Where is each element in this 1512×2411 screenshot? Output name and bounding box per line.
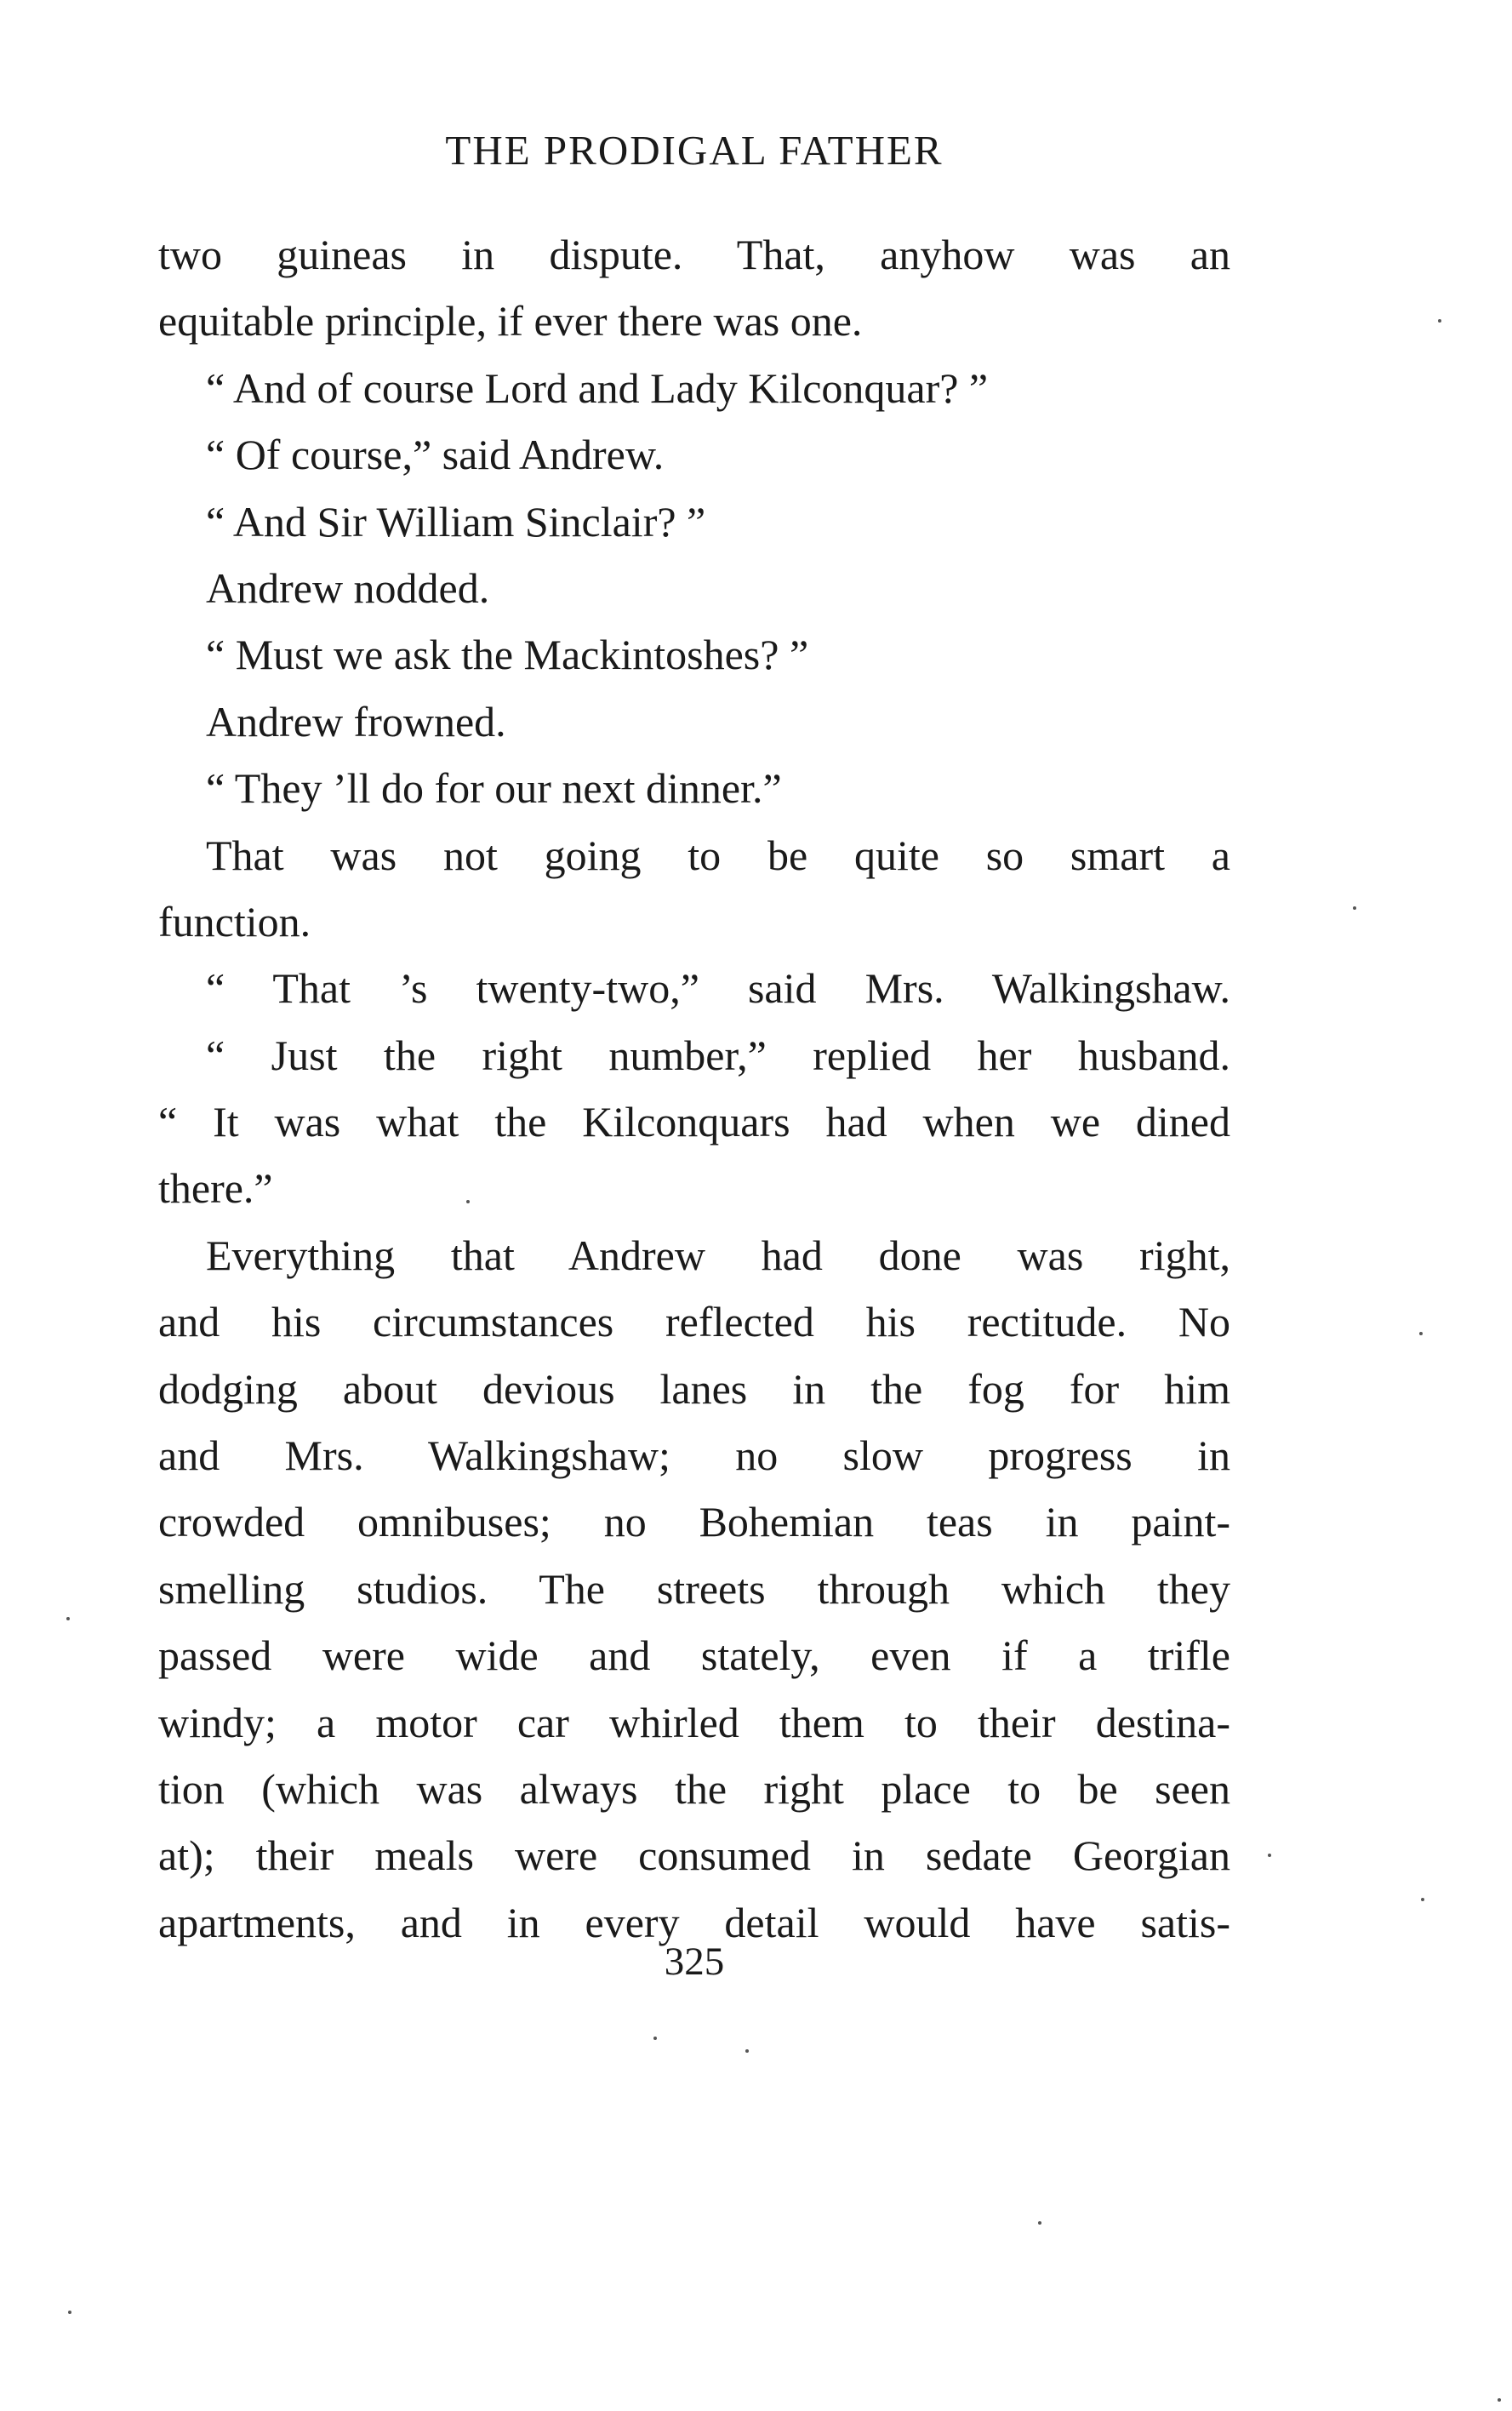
text-line: crowded omnibuses; no Bohemian teas in paint-: [158, 1498, 1230, 1546]
text-line: tion (which was always the right place to be seen: [158, 1764, 1230, 1813]
scan-speck: [1038, 2221, 1041, 2225]
page-number: 325: [664, 1940, 725, 1984]
text-line: “ They ’ll do for our next dinner.”: [206, 764, 782, 813]
text-line: at); their meals were consumed in sedate Georgian: [158, 1831, 1230, 1880]
scan-speck: [1498, 2398, 1501, 2402]
scan-speck: [745, 2049, 749, 2053]
text-line: Andrew frowned.: [206, 697, 506, 746]
body-text: [158, 221, 1230, 1956]
text-line: dodging about devious lanes in the fog for him: [158, 1364, 1230, 1413]
scan-speck: [66, 1617, 70, 1620]
text-line: smelling studios. The streets through which they: [158, 1564, 1230, 1613]
text-line: “ It was what the Kilconquars had when we dined: [158, 1098, 1230, 1146]
text-line: “ Of course,” said Andrew.: [206, 431, 665, 479]
scan-speck: [653, 2037, 657, 2040]
text-line: That was not going to be quite so smart a: [206, 831, 1230, 879]
scan-speck: [1268, 1854, 1271, 1857]
text-line: passed were wide and stately, even if a trifle: [158, 1631, 1230, 1680]
text-line: Andrew nodded.: [206, 563, 490, 612]
scan-speck: [68, 2311, 71, 2314]
text-line: equitable principle, if ever there was one.: [158, 297, 863, 346]
text-line: there.”: [158, 1164, 273, 1213]
scan-speck: [1419, 1332, 1423, 1335]
text-line: and Mrs. Walkingshaw; no slow progress in: [158, 1431, 1230, 1480]
text-line: “ And Sir William Sinclair? ”: [206, 497, 706, 546]
text-line: two guineas in dispute. That, anyhow was an: [158, 231, 1230, 278]
text-line: “ Just the right number,” replied her husband.: [206, 1031, 1230, 1079]
scan-speck: [1421, 1898, 1424, 1901]
text-line: and his circumstances reflected his rectitude. No: [158, 1298, 1230, 1346]
text-line: “ That ’s twenty-two,” said Mrs. Walkingshaw.: [206, 964, 1230, 1013]
text-line: Everything that Andrew had done was right,: [206, 1231, 1230, 1279]
scan-speck: [1438, 319, 1441, 323]
text-line: function.: [158, 897, 311, 946]
text-line: “ And of course Lord and Lady Kilconquar? ”: [206, 363, 989, 412]
text-line: windy; a motor car whirled them to their destina-: [158, 1698, 1230, 1746]
text-line: apartments, and in every detail would have satis-: [158, 1898, 1230, 1946]
running-head: THE PRODIGAL FATHER: [445, 127, 944, 174]
scan-speck: [466, 1200, 470, 1203]
text-line: “ Must we ask the Mackintoshes? ”: [206, 631, 809, 679]
scan-speck: [1353, 906, 1356, 910]
